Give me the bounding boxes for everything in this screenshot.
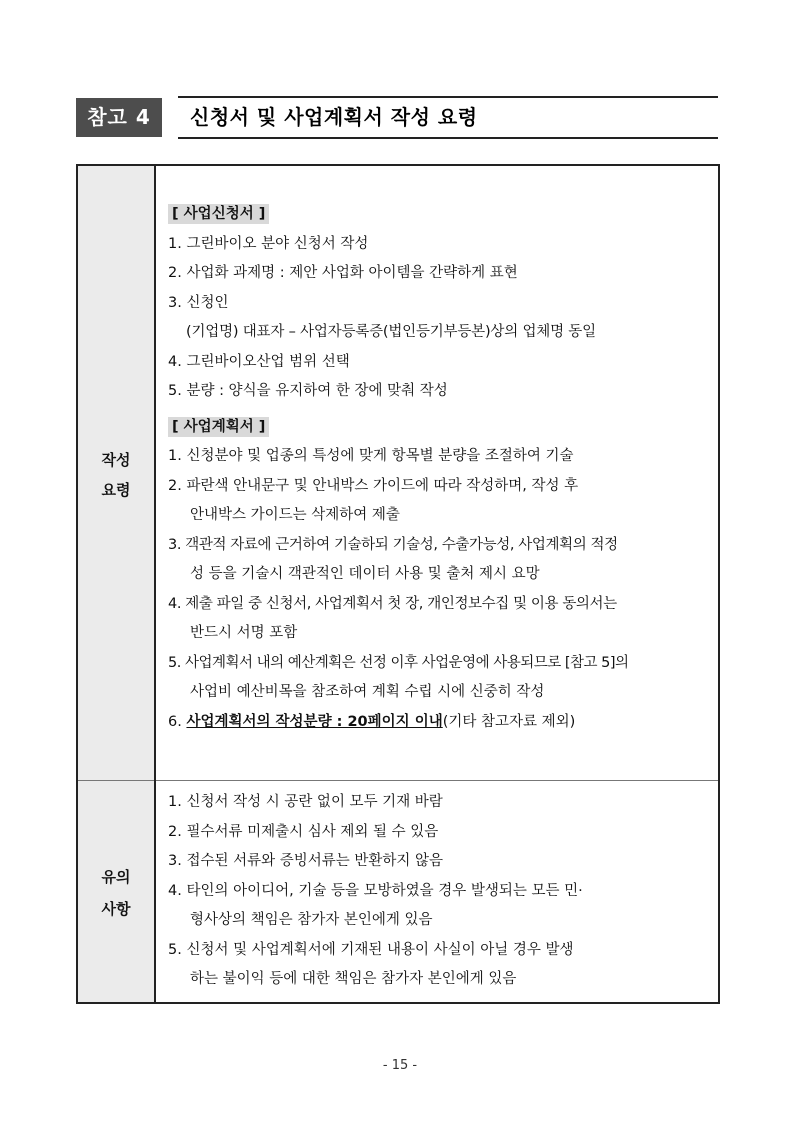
app-item: 4. 그린바이오산업 범위 선택 xyxy=(168,353,350,370)
note-item: 1. 신청서 작성 시 공란 없이 모두 기재 바람 xyxy=(168,794,443,810)
side-label-caution: 유의 xyxy=(101,868,131,886)
plan-item: 반드시 서명 포함 xyxy=(190,625,298,641)
plan-item: 5. 사업계획서 내의 예산계획은 선정 이후 사업운영에 사용되므로 [참고 5]의 xyxy=(168,654,629,671)
plan-item: 성 등을 기술시 객관적인 데이터 사용 및 출처 제시 요망 xyxy=(190,566,540,582)
plan-item-page-limit xyxy=(168,708,708,738)
app-item: 5. 분량 : 양식을 유지하여 한 장에 맞춰 작성 xyxy=(168,383,448,399)
side-cell-notes xyxy=(78,781,154,1002)
plan-item: 3. 객관적 자료에 근거하여 기술하되 기술성, 수출가능성, 사업계획의 적정 xyxy=(168,536,618,553)
side-label-writing: 작성 xyxy=(101,451,131,469)
note-item: 형사상의 책임은 참가자 본인에게 있음 xyxy=(190,912,433,928)
note-item: 하는 불이익 등에 대한 책임은 참가자 본인에게 있음 xyxy=(190,971,517,987)
header-rule-bottom xyxy=(178,137,718,139)
app-item: 3. 신청인 xyxy=(168,294,229,311)
note-item: 2. 필수서류 미제출시 심사 제외 될 수 있음 xyxy=(168,823,439,840)
row-divider xyxy=(78,780,718,781)
application-heading: [ 사업신청서 ] xyxy=(168,204,269,224)
page-limit-emphasis: 사업계획서의 작성분량 : 20페이지 이내 xyxy=(186,713,443,730)
note-item: 5. 신청서 및 사업계획서에 기재된 내용이 사실이 아닐 경우 발생 xyxy=(168,941,574,958)
side-label-guide: 요령 xyxy=(101,481,131,499)
plan-item: 2. 파란색 안내문구 및 안내박스 가이드에 따라 작성하며, 작성 후 xyxy=(168,477,579,494)
plan-item: 사업비 예산비목을 참조하여 계획 수립 시에 신중히 작성 xyxy=(190,684,545,700)
side-cell-writing-guide xyxy=(78,166,154,780)
plan-item: 안내박스 가이드는 삭제하여 제출 xyxy=(190,507,400,523)
page-number: - 15 - xyxy=(382,1058,418,1073)
plan-item: 1. 신청분야 및 업종의 특성에 맞게 항목별 분량을 조절하여 기술 xyxy=(168,448,574,464)
column-divider xyxy=(154,166,156,1002)
side-label-matters: 사항 xyxy=(101,900,131,918)
note-item: 4. 타인의 아이디어, 기술 등을 모방하였을 경우 발생되는 모든 민· xyxy=(168,882,583,899)
notes-content xyxy=(168,788,708,995)
item6-suffix: (기타 참고자료 제외) xyxy=(442,713,576,730)
writing-guide-content xyxy=(168,198,708,737)
app-item: 1. 그린바이오 분야 신청서 작성 xyxy=(168,235,369,252)
item6-prefix: 6. xyxy=(168,713,187,730)
reference-badge: 참고 4 xyxy=(76,98,162,137)
business-plan-heading: [ 사업계획서 ] xyxy=(168,417,269,437)
page-title: 신청서 및 사업계획서 작성 요령 xyxy=(190,105,478,129)
note-item: 3. 접수된 서류와 증빙서류는 반환하지 않음 xyxy=(168,853,443,869)
section-header xyxy=(76,96,718,139)
app-item: (기업명) 대표자 – 사업자등록증(법인등기부등본)상의 업체명 동일 xyxy=(186,324,596,340)
plan-item: 4. 제출 파일 중 신청서, 사업계획서 첫 장, 개인정보수집 및 이용 동의서는 xyxy=(168,595,617,612)
app-item: 2. 사업화 과제명 : 제안 사업화 아이템을 간략하게 표현 xyxy=(168,265,518,281)
